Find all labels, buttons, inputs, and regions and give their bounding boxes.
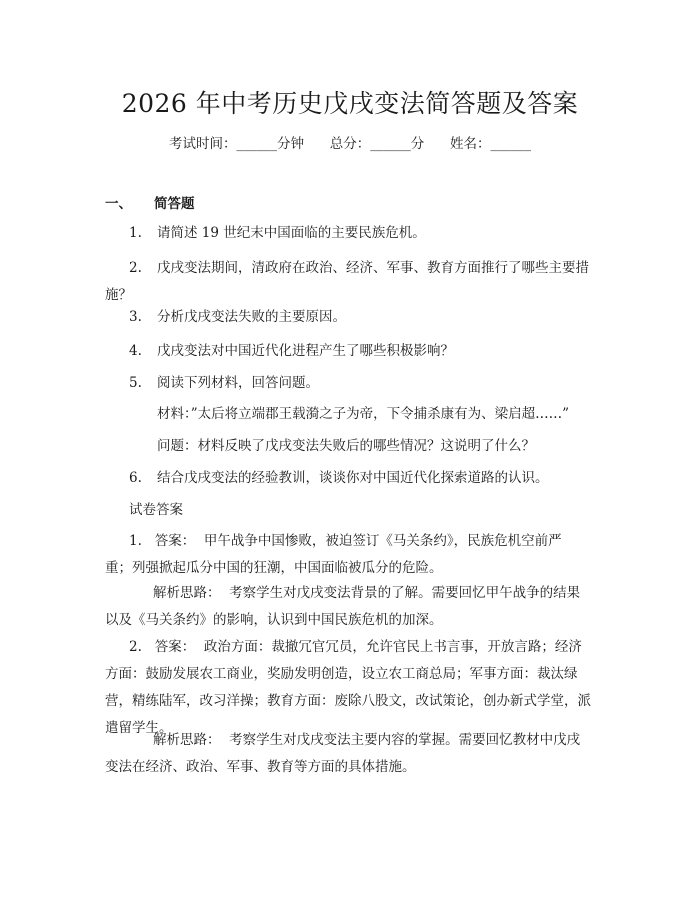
analysis-text-continued: 以及《马关条约》的影响，认识到中国民族危机的加深。 — [105, 612, 443, 628]
answer-1 — [105, 528, 595, 582]
question-1 — [105, 220, 595, 247]
section-number: 一、 — [105, 196, 132, 212]
page-title: 2026 年中考历史戊戌变法简答题及答案 — [121, 89, 579, 118]
question-text: 阅读下列材料，回答问题。 — [157, 375, 319, 391]
exam-time-field: 考试时间：______分钟 — [169, 136, 304, 152]
question-3 — [105, 304, 595, 331]
question-number: 4. — [129, 343, 142, 359]
analysis-text: 解析思路： 考察学生对戊戌变法主要内容的掌握。需要回忆教材中戊戌 — [153, 732, 581, 748]
material-question: 问题：材料反映了戊戌变法失败后的哪些情况？这说明了什么？ — [157, 438, 535, 454]
question-number: 1. — [129, 225, 142, 241]
answer-1-analysis — [105, 580, 595, 634]
answer-2-analysis — [105, 727, 595, 781]
question-2 — [105, 255, 595, 309]
question-6 — [105, 465, 595, 492]
question-number: 2. — [129, 260, 142, 276]
question-text: 戊戌变法对中国近代化进程产生了哪些积极影响？ — [157, 343, 454, 359]
question-text: 请简述 19 世纪末中国面临的主要民族危机。 — [157, 225, 426, 241]
question-number: 5. — [129, 375, 142, 391]
question-text: 分析戊戌变法失败的主要原因。 — [157, 309, 346, 325]
answer-text: 1. 答案： 甲午战争中国惨败，被迫签订《马关条约》，民族危机空前严 — [129, 533, 562, 549]
answers-heading: 试卷答案 — [129, 502, 183, 518]
question-5 — [105, 370, 595, 397]
question-text: 戊戌变法期间，清政府在政治、经济、军事、教育方面推行了哪些主要措 — [157, 260, 589, 276]
question-text: 结合戊戌变法的经验教训，谈谈你对中国近代化探索道路的认识。 — [157, 470, 549, 486]
total-score-field: 总分：______分 — [329, 136, 425, 152]
answer-2 — [105, 634, 595, 742]
question-number: 6. — [129, 470, 142, 486]
material-text: 材料：”太后将立端郡王载漪之子为帝，下令捕杀康有为、梁启超……” — [157, 406, 570, 422]
answer-text-continued: 方面：鼓励发展农工商业，奖励发明创造，设立农工商总局；军事方面：裁汰绿 — [105, 666, 578, 682]
section-heading — [105, 192, 195, 212]
answer-text-continued: 重；列强掀起瓜分中国的狂潮，中国面临被瓜分的危险。 — [105, 560, 443, 576]
question-number: 3. — [129, 309, 142, 325]
question-text-continued: 施？ — [105, 287, 132, 303]
answer-text-continued: 营，精练陆军，改习洋操；教育方面：废除八股文，改试策论，创办新式学堂，派 — [105, 693, 591, 709]
exam-meta — [0, 132, 700, 152]
answer-text: 2. 答案： 政治方面：裁撤冗官冗员，允许官民上书言事，开放言路；经济 — [129, 639, 582, 655]
analysis-text-continued: 变法在经济、政治、军事、教育等方面的具体措施。 — [105, 759, 416, 775]
answer-text-continued: 遣留学生。 — [105, 720, 173, 736]
analysis-text: 解析思路： 考察学生对戊戌变法背景的了解。需要回忆甲午战争的结果 — [153, 585, 581, 601]
question-4 — [105, 338, 595, 365]
section-title: 简答题 — [154, 196, 195, 212]
name-field: 姓名：______ — [450, 136, 531, 152]
